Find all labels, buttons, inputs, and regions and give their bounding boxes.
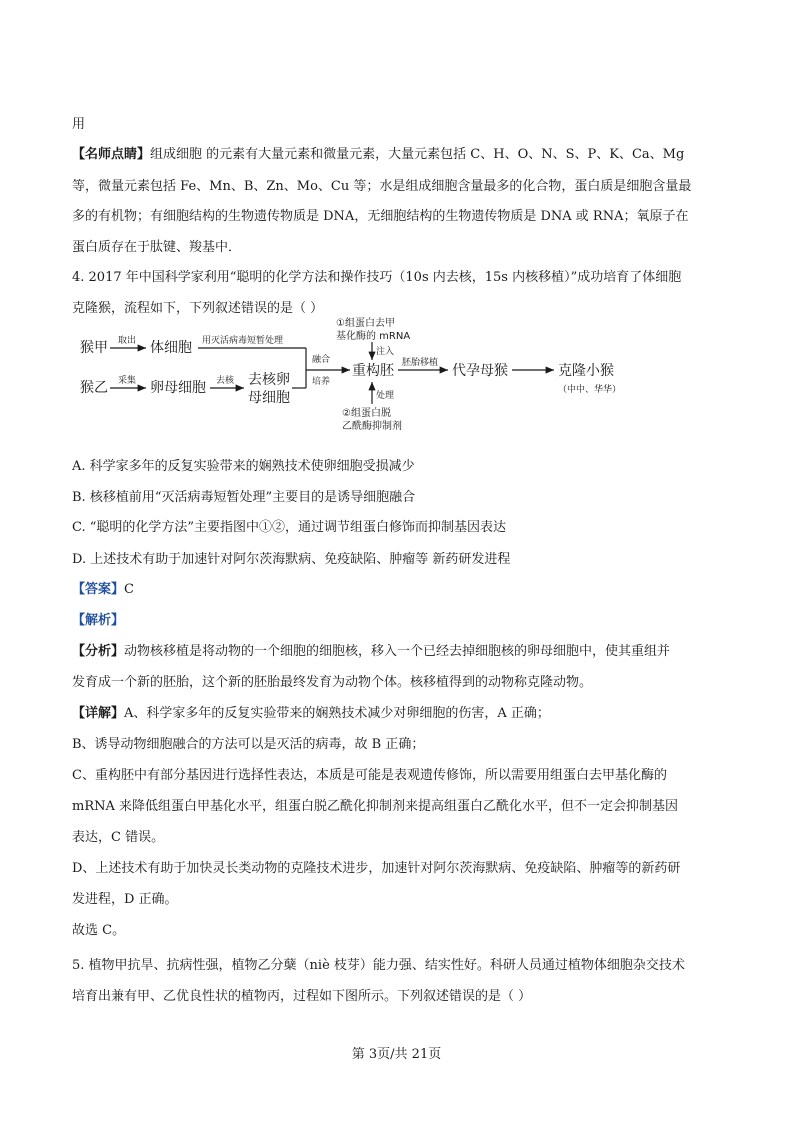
enucleated-oocyte-label: 母细胞: [248, 390, 290, 406]
option-b: B. 核移植前用“灭活病毒短暂处理”主要目的是诱导细胞融合: [72, 490, 416, 505]
text-line: B、诱导动物细胞融合的方法可以是灭活的病毒，故 B 正确；: [72, 737, 425, 752]
text-line: 等，微量元素包括 Fe、Mn、B、Zn、Mo、Cu 等；水是组成细胞含量最多的化合物，蛋白质是细胞含量最: [72, 179, 692, 194]
page-footer: 第 3页/共 21页: [351, 1047, 442, 1062]
collect-label: 采集: [118, 376, 137, 386]
fuse-label: 融合: [312, 355, 331, 365]
text-line: [72, 145, 684, 165]
section-tag: 【名师点睛】: [72, 147, 151, 162]
note-2-label: ②组蛋白脱: [342, 408, 391, 419]
text-line: 蛋白质存在于肽键、羧基中．: [72, 240, 242, 255]
inject-label: 注入: [376, 347, 395, 357]
answer-tag: 【答案】: [72, 582, 125, 597]
option-d: D. 上述技术有助于加速针对阿尔茨海默病、免疫缺陷、肿瘤等 新药研发进程: [72, 552, 511, 567]
text-line: mRNA 来降低组蛋白甲基化水平，组蛋白脱乙酰化抑制剂来提高组蛋白乙酰化水平，但不一定会抑制基因: [72, 799, 679, 814]
take-label: 取出: [118, 336, 137, 346]
enucleate-label: 去核: [216, 376, 235, 386]
question-5-line: 培育出兼有甲、乙优良性状的植物丙，过程如下图所示。下列叙述错误的是（ ）: [72, 989, 532, 1004]
text-line: 多的有机物；有细胞结构的生物遗传物质是 DNA，无细胞结构的生物遗传物质是 DNA 或 RNA；氧原子在: [72, 209, 689, 224]
text-line: 故选 C。: [72, 923, 126, 938]
monkey-b-label: 猴乙: [80, 380, 108, 396]
embryo-transfer-label: 胚胎移植: [402, 358, 439, 368]
question-5-line: 5. 植物甲抗旱、抗病性强，植物乙分蘖（niè 枝芽）能力强、结实性好。科研人员通过植物体细胞杂交技术: [72, 958, 685, 973]
text-line: [72, 642, 670, 662]
text-line: C、重构胚中有部分基因进行选择性表达，本质是可能是表观遗传修饰，所以需要用组蛋白去甲基化酶的: [72, 768, 667, 783]
analysis-tag: 【解析】: [72, 613, 125, 628]
text-span: 组成细胞 的元素有大量元素和微量元素，大量元素包括 C、H、O、N、S、P、K、Ca、Mg: [150, 147, 685, 162]
treat-label: 处理: [376, 391, 395, 401]
question-4-line: 4. 2017 年中国科学家利用“聪明的化学方法和操作技巧（10s 内去核，15s 内核移植）”成功培育了体细胞: [72, 270, 682, 285]
somatic-cell-label: 体细胞: [150, 340, 192, 356]
note-2-label: 乙酰酶抑制剂: [342, 421, 402, 432]
analysis-heading: [72, 611, 124, 631]
answer-line: [72, 580, 134, 600]
culture-label: 培养: [312, 377, 331, 387]
surrogate-label: 代孕母猴: [452, 363, 508, 379]
text-span: 动物核移植是将动物的一个细胞的细胞核，移入一个已经去掉细胞核的卵母细胞中，使其重组并: [124, 644, 671, 659]
clone-label: 克隆小猴: [558, 363, 614, 379]
text-line: D、上述技术有助于加快灵长类动物的克隆技术进步，加速针对阿尔茨海默病、免疫缺陷、肿瘤等的新药研: [72, 861, 681, 876]
oocyte-label: 卵母细胞: [150, 380, 206, 396]
text-line: 发育成一个新的胚胎，这个新的胚胎最终发育为动物个体。核移植得到的动物称克隆动物。: [72, 675, 593, 690]
text-line: [72, 704, 550, 724]
reconstructed-embryo-label: 重构胚: [352, 363, 394, 379]
option-a: A. 科学家多年的反复实验带来的娴熟技术使卵细胞受损减少: [72, 459, 415, 474]
clone-names-label: （中中、华华）: [558, 385, 622, 395]
monkey-a-label: 猴甲: [80, 340, 108, 356]
text-line: 发进程，D 正确。: [72, 892, 178, 907]
virus-treatment-label: 用灭活病毒短暂处理: [202, 336, 284, 346]
answer-value: C: [124, 582, 134, 597]
text-span: A、科学家多年的反复实验带来的娴熟技术减少对卵细胞的伤害，A 正确；: [124, 706, 550, 721]
section-tag: 【详解】: [72, 706, 125, 721]
note-1-label: ①组蛋白去甲: [336, 318, 395, 329]
note-1-label: 基化酶的 mRNA: [336, 331, 411, 342]
text-line: 表达，C 错误。: [72, 830, 165, 845]
question-4-line: 克隆猴，流程如下，下列叙述错误的是（ ）: [72, 301, 324, 316]
text-line: 用: [72, 117, 86, 132]
cloning-flow-diagram: [80, 312, 640, 432]
section-tag: 【分析】: [72, 644, 125, 659]
enucleated-oocyte-label: 去核卵: [248, 372, 290, 388]
option-c: C. “聪明的化学方法”主要指图中①②，通过调节组蛋白修饰而抑制基因表达: [72, 520, 507, 535]
